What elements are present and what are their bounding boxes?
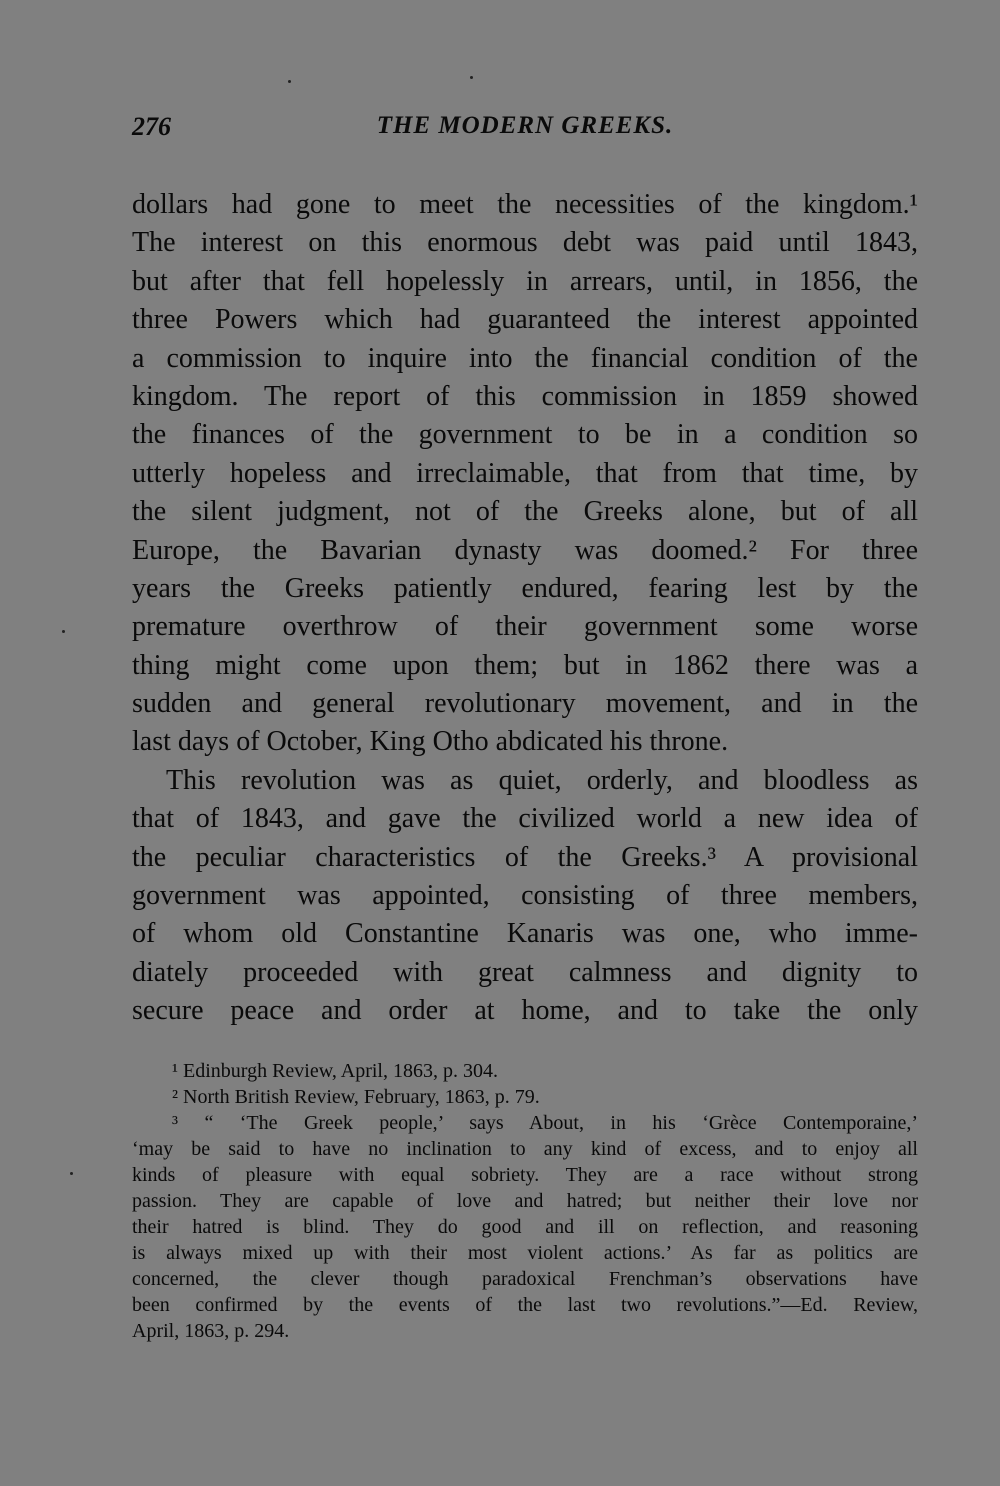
- scan-speck: [470, 76, 473, 79]
- text-line: sudden and general revolutionary movement, and in the: [132, 688, 918, 720]
- footnotes: [132, 1058, 918, 1344]
- footnote-line: ‘may be said to have no inclination to any kind of excess, and to enjoy all: [132, 1138, 918, 1160]
- text-line: a commission to inquire into the financial condition of the: [132, 342, 918, 374]
- text-line: of whom old Constantine Kanaris was one, who imme-: [132, 918, 918, 950]
- text-line: utterly hopeless and irreclaimable, that from that time, by: [132, 457, 918, 489]
- text-line: but after that fell hopelessly in arrears, until, in 1856, the: [132, 265, 918, 297]
- footnote-line: been confirmed by the events of the last two revolutions.”—Ed. Review,: [132, 1294, 918, 1316]
- text-line: the peculiar characteristics of the Greeks.³ A provisional: [132, 841, 918, 873]
- text-line: Europe, the Bavarian dynasty was doomed.² For three: [132, 534, 918, 566]
- text-line: kingdom. The report of this commission in 1859 showed: [132, 380, 918, 412]
- text-line: The interest on this enormous debt was paid until 1843,: [132, 227, 918, 259]
- body-text: [132, 186, 918, 1031]
- text-line: premature overthrow of their government some worse: [132, 611, 918, 643]
- text-line: thing might come upon them; but in 1862 there was a: [132, 649, 918, 681]
- text-line: government was appointed, consisting of three members,: [132, 880, 918, 912]
- page-header: [132, 112, 918, 152]
- footnote-3: ³ “ ‘The Greek people,’ says About, in his ‘Grèce Contemporaine,’: [172, 1112, 918, 1134]
- text-line: secure peace and order at home, and to take the only: [132, 995, 918, 1027]
- text-line: that of 1843, and gave the civilized world a new idea of: [132, 803, 918, 835]
- footnote-line: April, 1863, p. 294.: [132, 1320, 290, 1342]
- text-line: years the Greeks patiently endured, fearing lest by the: [132, 572, 918, 604]
- footnote-line: their hatred is blind. They do good and ill on reflection, and reasoning: [132, 1216, 918, 1238]
- footnote-1: ¹ Edinburgh Review, April, 1863, p. 304.: [172, 1060, 498, 1082]
- text-line: last days of October, King Otho abdicated his throne.: [132, 726, 729, 758]
- scan-speck: [288, 80, 291, 83]
- text-line: This revolution was as quiet, orderly, and bloodless as: [166, 764, 918, 796]
- footnote-2: ² North British Review, February, 1863, p. 79.: [172, 1086, 540, 1108]
- text-line: dollars had gone to meet the necessities of the kingdom.¹: [132, 189, 918, 220]
- running-title: THE MODERN GREEKS.: [376, 112, 674, 139]
- text-line: the finances of the government to be in a condition so: [132, 419, 918, 451]
- scan-speck: [62, 630, 65, 633]
- footnote-line: kinds of pleasure with equal sobriety. They are a race without strong: [132, 1164, 918, 1186]
- footnote-line: is always mixed up with their most violent actions.’ As far as politics are: [132, 1242, 918, 1264]
- page-number: 276: [132, 112, 171, 141]
- text-line: diately proceeded with great calmness and dignity to: [132, 956, 918, 988]
- footnote-line: passion. They are capable of love and hatred; but neither their love nor: [132, 1190, 918, 1212]
- text-line: the silent judgment, not of the Greeks alone, but of all: [132, 496, 918, 528]
- text-line: three Powers which had guaranteed the interest appointed: [132, 304, 918, 336]
- footnote-line: concerned, the clever though paradoxical Frenchman’s observations have: [132, 1268, 918, 1290]
- scan-speck: [70, 1172, 73, 1175]
